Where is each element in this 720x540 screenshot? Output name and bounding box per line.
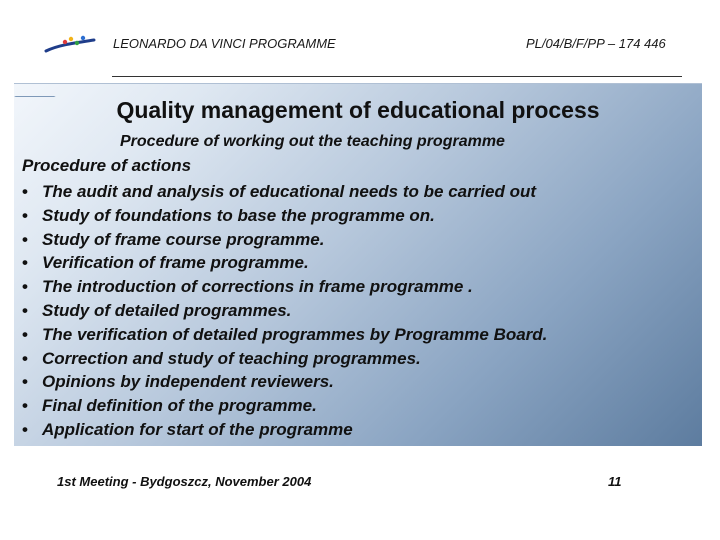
step-text: Study of frame course programme.	[42, 229, 325, 249]
bullet-icon: •	[22, 372, 28, 392]
bullet-icon: •	[22, 182, 28, 201]
step-text: The verification of detailed programmes by Programme Board.	[42, 324, 548, 344]
procedure-step-list	[22, 180, 547, 442]
logo-dot-blue	[81, 36, 85, 40]
logo-dot-green	[75, 41, 79, 45]
step-text: The audit and analysis of educational needs to be carried out	[42, 182, 537, 201]
procedure-step	[22, 394, 547, 418]
bullet-icon: •	[22, 324, 28, 344]
step-text: The introduction of corrections in frame programme .	[42, 277, 473, 297]
project-reference: PL/04/B/F/PP – 174 446	[526, 36, 666, 51]
slide-subtitle: Procedure of working out the teaching programme	[120, 133, 505, 150]
step-text: Verification of frame programme.	[42, 253, 309, 273]
procedure-step	[22, 418, 547, 442]
procedure-step	[22, 370, 547, 394]
step-text: Correction and study of teaching programmes.	[42, 348, 421, 368]
programme-name: LEONARDO DA VINCI PROGRAMME	[113, 36, 336, 51]
leonardo-logo-icon	[44, 34, 96, 56]
bullet-icon: •	[22, 300, 28, 320]
bullet-icon: •	[22, 253, 28, 273]
slide-title: Quality management of educational process	[116, 97, 600, 123]
procedure-step	[22, 347, 547, 371]
step-text: Final definition of the programme.	[42, 396, 317, 416]
procedure-step	[22, 299, 547, 323]
section-heading: Procedure of actions	[22, 156, 192, 175]
procedure-step	[22, 251, 547, 275]
step-text: Study of foundations to base the programme on.	[42, 205, 435, 225]
page-number: 11	[608, 474, 622, 489]
meeting-footer: 1st Meeting - Bydgoszcz, November 2004	[57, 474, 312, 489]
step-text: Opinions by independent reviewers.	[42, 372, 334, 392]
bullet-icon: •	[22, 348, 28, 368]
logo-swoosh	[46, 40, 94, 51]
bullet-icon: •	[22, 277, 28, 297]
bullet-icon: •	[22, 229, 28, 249]
bullet-icon: •	[22, 205, 28, 225]
header-divider	[112, 76, 682, 77]
step-text: Application for start of the programme	[42, 419, 353, 439]
logo-dot-red	[63, 40, 67, 44]
panel-corner-line	[14, 84, 77, 97]
bullet-icon: •	[22, 419, 28, 439]
procedure-step	[22, 204, 547, 228]
step-text: Study of detailed programmes.	[42, 300, 292, 320]
procedure-step	[22, 228, 547, 252]
procedure-step	[22, 180, 547, 204]
procedure-step	[22, 323, 547, 347]
procedure-step	[22, 275, 547, 299]
bullet-icon: •	[22, 396, 28, 416]
logo-dot-yellow	[69, 37, 73, 41]
